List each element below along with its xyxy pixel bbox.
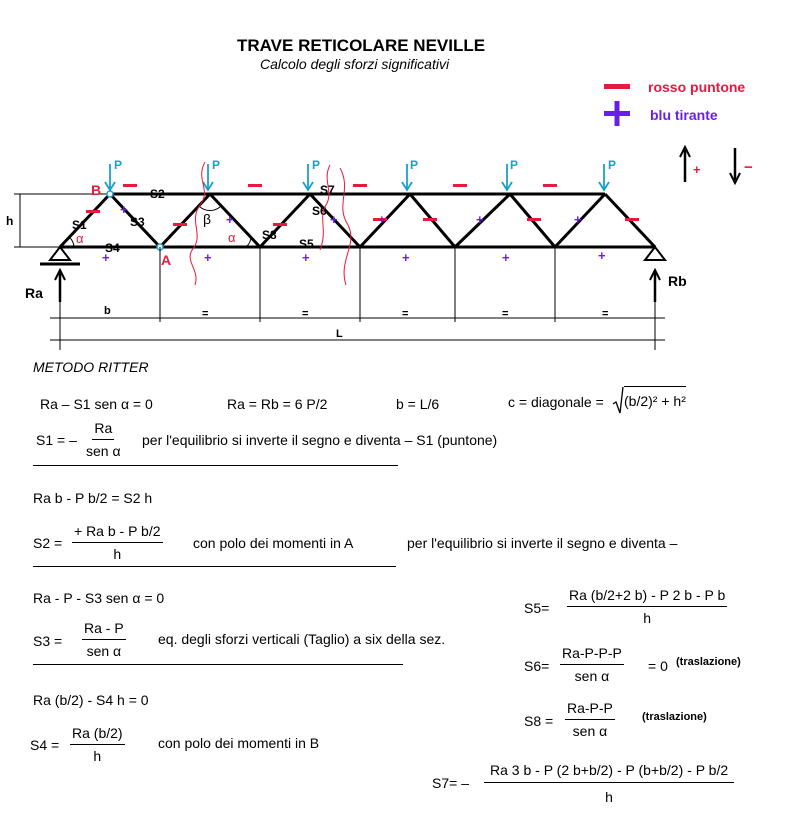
svg-text:+: + bbox=[330, 212, 338, 227]
span-l-label: L bbox=[336, 328, 343, 340]
s2-equation: Ra b - P b/2 = S2 h bbox=[33, 490, 153, 506]
member-s1-label: S1 bbox=[72, 218, 87, 232]
node-b-marker bbox=[107, 191, 113, 197]
sign-plus: + bbox=[693, 162, 701, 177]
eq-ra-s1: Ra – S1 sen α = 0 bbox=[40, 396, 153, 412]
eq-b-def: b = L/6 bbox=[396, 396, 440, 412]
sqrt-sign bbox=[612, 386, 624, 416]
reaction-a-label: Ra bbox=[25, 285, 43, 301]
s5-fraction: $\frac{\text{Ra (b/2+2 b) - P 2 b - P b}}{h}$ bbox=[569, 587, 726, 626]
s4-note: con polo dei momenti in B bbox=[158, 735, 320, 751]
divider-s3 bbox=[33, 664, 403, 665]
plus-symbol-v bbox=[615, 101, 620, 126]
s6-note: (traslazione) bbox=[676, 656, 741, 668]
s2-fraction: $\frac{\text{+ Ra b - P b/2}}{h}$ bbox=[74, 523, 161, 562]
angle-beta: β bbox=[203, 211, 212, 227]
s6-lhs: S6= bbox=[524, 658, 550, 674]
node-a-label: A bbox=[161, 252, 172, 268]
legend-tension-label: blu tirante bbox=[650, 107, 718, 123]
s4-lhs: S4 = bbox=[30, 737, 60, 753]
eq-c-def: c = diagonale = bbox=[508, 394, 604, 410]
span-equal-4: = bbox=[502, 308, 509, 320]
height-label: h bbox=[6, 214, 14, 228]
s4-fraction: $\frac{Ra (b/2)}{h}$ bbox=[72, 725, 123, 764]
svg-text:+: + bbox=[574, 212, 582, 227]
load-p-5: P bbox=[510, 158, 519, 172]
eq-c-radicand: (b/2)² + h² bbox=[624, 386, 686, 409]
span-equal-2: = bbox=[302, 308, 309, 320]
span-equal-1: = bbox=[202, 308, 209, 320]
page-subtitle: Calcolo degli sforzi significativi bbox=[260, 56, 450, 72]
svg-text:+: + bbox=[226, 212, 234, 227]
s2-lhs: S2 = bbox=[33, 535, 63, 551]
s3-equation: Ra - P - S3 sen α = 0 bbox=[33, 590, 165, 606]
s1-fraction: Ra sen α bbox=[86, 420, 121, 459]
svg-text:+: + bbox=[502, 250, 510, 265]
s1-lhs: S1 = – bbox=[36, 432, 77, 448]
truss-diagonals bbox=[60, 194, 655, 247]
member-s3-label: S3 bbox=[130, 215, 145, 229]
angle-alpha-2: α bbox=[228, 230, 236, 245]
svg-text:+: + bbox=[476, 212, 484, 227]
s8-fraction: Ra-P-P sen α bbox=[567, 700, 613, 739]
angle-alpha-1: α bbox=[76, 231, 84, 246]
member-s5-label: S5 bbox=[299, 237, 314, 251]
svg-text:+: + bbox=[102, 250, 110, 265]
support-b bbox=[645, 247, 665, 260]
member-s8-label: S8 bbox=[262, 228, 277, 242]
s8-note: (traslazione) bbox=[642, 711, 707, 723]
svg-text:+: + bbox=[378, 212, 386, 227]
minus-symbol bbox=[604, 84, 630, 89]
s8-lhs: S8 = bbox=[524, 713, 554, 729]
s3-fraction: Ra - P sen α bbox=[84, 620, 124, 659]
node-b-label: B bbox=[91, 182, 102, 198]
svg-text:+: + bbox=[402, 250, 410, 265]
load-p-6: P bbox=[608, 158, 617, 172]
member-s2-label: S2 bbox=[150, 187, 165, 201]
s2-note-sign: per l'equilibrio si inverte il segno e diventa – bbox=[407, 535, 678, 551]
s7-fraction: $\frac{\text{Ra 3 b - P (2 b+b/2) - P (b+b/2) - P b/2}}{h}$ bbox=[484, 762, 734, 805]
eq-ra-rb: Ra = Rb = 6 P/2 bbox=[227, 396, 328, 412]
span-equal-5: = bbox=[602, 308, 609, 320]
member-s4-label: S4 bbox=[105, 241, 120, 255]
s4-equation: Ra (b/2) - S4 h = 0 bbox=[33, 692, 149, 708]
span-equal-3: = bbox=[402, 308, 409, 320]
svg-text:+: + bbox=[598, 248, 606, 263]
span-b-label: b bbox=[104, 305, 111, 317]
legend-symbols bbox=[600, 78, 640, 128]
load-p-2: P bbox=[212, 158, 221, 172]
divider-s2 bbox=[33, 566, 396, 567]
truss-diagram bbox=[0, 150, 791, 355]
s3-lhs: S3 = bbox=[33, 633, 63, 649]
s5-lhs: S5= bbox=[524, 600, 550, 616]
load-p-3: P bbox=[312, 158, 321, 172]
svg-text:+: + bbox=[120, 202, 128, 217]
s7-lhs: S7= – bbox=[432, 775, 469, 791]
s6-result: = 0 bbox=[648, 658, 668, 674]
s6-fraction: Ra-P-P-P sen α bbox=[562, 645, 622, 684]
load-p-4: P bbox=[410, 158, 419, 172]
reaction-b-label: Rb bbox=[668, 273, 687, 289]
member-s7-label: S7 bbox=[320, 183, 335, 197]
legend-compression-label: rosso puntone bbox=[648, 79, 746, 95]
method-heading: METODO RITTER bbox=[33, 359, 149, 375]
sign-minus: − bbox=[744, 159, 753, 176]
compression-marks bbox=[86, 184, 639, 226]
tension-marks bbox=[102, 202, 606, 265]
s1-note: per l'equilibrio si inverte il segno e diventa – S1 (puntone) bbox=[142, 432, 498, 448]
s2-note-pole: con polo dei momenti in A bbox=[193, 535, 354, 551]
page-title: TRAVE RETICOLARE NEVILLE bbox=[237, 36, 486, 55]
divider-s1 bbox=[33, 465, 398, 466]
svg-text:+: + bbox=[302, 250, 310, 265]
load-p-1: P bbox=[114, 158, 123, 172]
support-a bbox=[50, 247, 70, 260]
s3-note: eq. degli sforzi verticali (Taglio) a six della sez. bbox=[158, 631, 446, 647]
svg-text:+: + bbox=[204, 250, 212, 265]
member-s6-label: S6 bbox=[312, 204, 327, 218]
